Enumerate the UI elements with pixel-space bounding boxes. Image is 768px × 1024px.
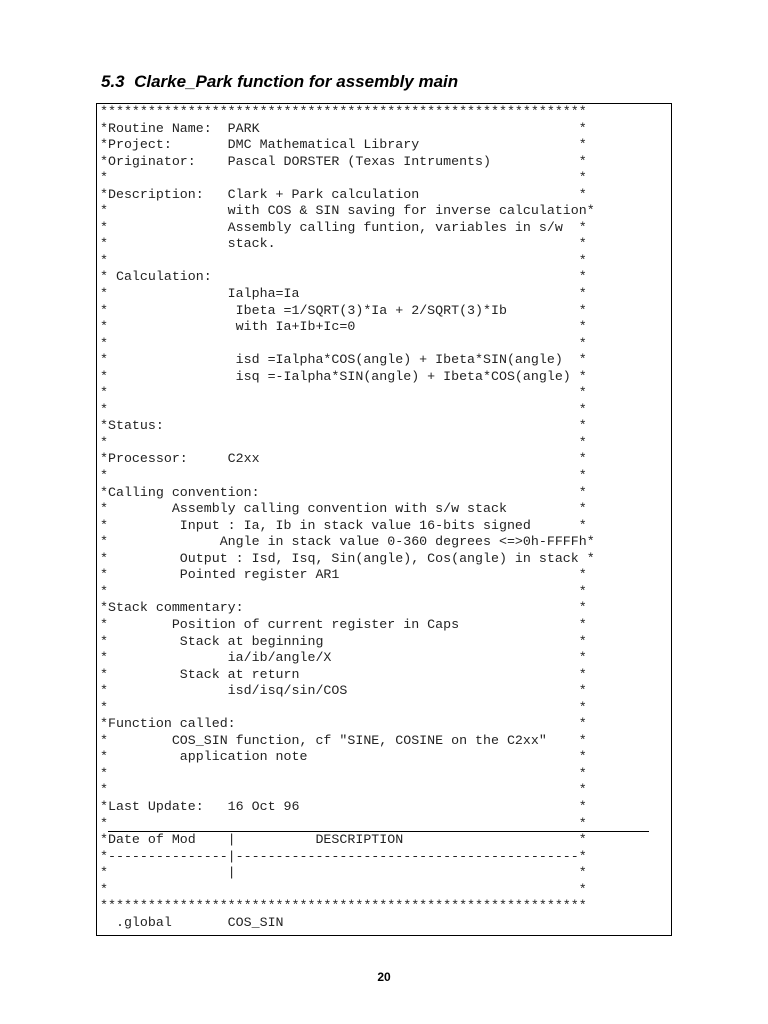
code-line: *Routine Name: PARK *	[100, 120, 587, 136]
code-line: * Ialpha=Ia *	[100, 286, 587, 302]
code-line: * stack. *	[100, 236, 587, 252]
code-line: *---------------|-------------------------------------------*	[100, 848, 587, 864]
code-line: *Function called: *	[100, 716, 587, 732]
code-line: *Processor: C2xx *	[100, 451, 587, 467]
code-line: * Position of current register in Caps *	[100, 616, 587, 632]
code-listing	[100, 104, 670, 931]
page-number: 20	[377, 970, 391, 984]
table-top-rule	[108, 831, 649, 832]
code-line: * *	[100, 782, 587, 798]
code-line: * *	[100, 252, 587, 268]
code-line: * Ibeta =1/SQRT(3)*Ia + 2/SQRT(3)*Ib *	[100, 302, 587, 318]
code-line: * *	[100, 468, 587, 484]
code-line: *Originator: Pascal DORSTER (Texas Intruments) *	[100, 153, 587, 169]
code-line: * Assembly calling funtion, variables in s/w *	[100, 219, 587, 235]
code-line: * application note *	[100, 749, 587, 765]
code-line: * Angle in stack value 0-360 degrees <=>0h-FFFFh*	[100, 534, 595, 550]
code-line: * *	[100, 401, 587, 417]
code-line: * *	[100, 815, 587, 831]
code-line: *Status: *	[100, 418, 587, 434]
code-line: * *	[100, 434, 587, 450]
code-line: * Assembly calling convention with s/w stack *	[100, 501, 587, 517]
code-line: * Pointed register AR1 *	[100, 567, 587, 583]
code-line: * *	[100, 699, 587, 715]
code-line: *Description: Clark + Park calculation *	[100, 186, 587, 202]
code-line: *Date of Mod | DESCRIPTION *	[100, 832, 587, 848]
code-line: *************************************************************	[100, 898, 587, 914]
code-line: *Last Update: 16 Oct 96 *	[100, 798, 587, 814]
section-heading: 5.3 Clarke_Park function for assembly main	[101, 72, 459, 91]
code-line: * Calculation: *	[100, 269, 587, 285]
code-line: .global COS_SIN	[100, 914, 284, 930]
code-line: * | *	[100, 865, 587, 881]
code-line: * *	[100, 385, 587, 401]
code-line: * Input : Ia, Ib in stack value 16-bits signed *	[100, 517, 587, 533]
code-line: * ia/ib/angle/X *	[100, 650, 587, 666]
code-line: * *	[100, 583, 587, 599]
code-line: * Output : Isd, Isq, Sin(angle), Cos(angle) in stack *	[100, 550, 595, 566]
code-line: * isd =Ialpha*COS(angle) + Ibeta*SIN(angle) *	[100, 352, 587, 368]
code-line: * Stack at return *	[100, 666, 587, 682]
code-line: * isq =-Ialpha*SIN(angle) + Ibeta*COS(angle) *	[100, 368, 587, 384]
code-line: * isd/isq/sin/COS *	[100, 683, 587, 699]
code-line: * with Ia+Ib+Ic=0 *	[100, 319, 587, 335]
code-line: * *	[100, 170, 587, 186]
code-line: *Project: DMC Mathematical Library *	[100, 137, 587, 153]
code-line: * *	[100, 335, 587, 351]
code-line: * with COS & SIN saving for inverse calculation*	[100, 203, 595, 219]
code-line: * Stack at beginning *	[100, 633, 587, 649]
code-line: *Stack commentary: *	[100, 600, 587, 616]
code-line: * *	[100, 881, 587, 897]
code-line: * COS_SIN function, cf "SINE, COSINE on the C2xx" *	[100, 732, 587, 748]
code-line: *Calling convention: *	[100, 484, 587, 500]
code-line: *************************************************************	[100, 104, 587, 119]
code-line: * *	[100, 765, 587, 781]
